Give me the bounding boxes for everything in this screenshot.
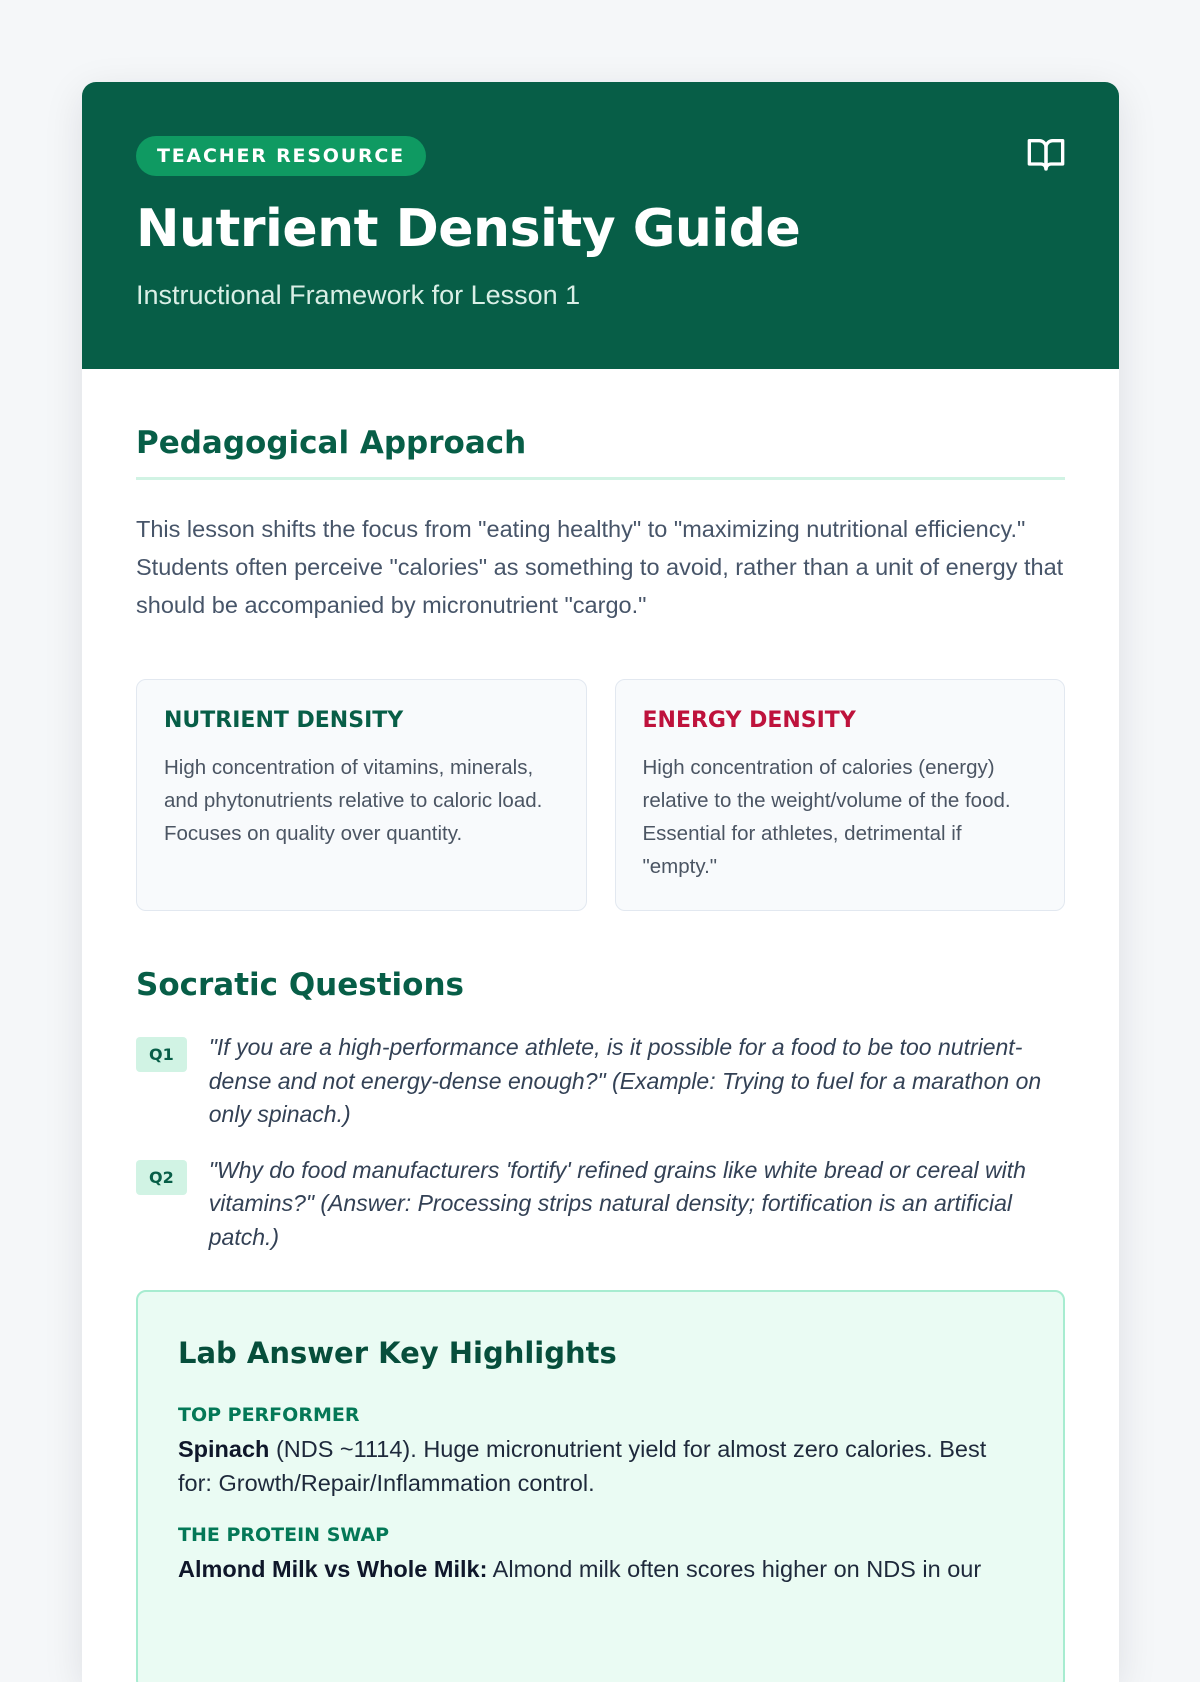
nutrient-density-card bbox=[136, 679, 587, 911]
question-text: "If you are a high-performance athlete, is it possible for a food to be too nutrient-dense and not energy-dense enough?" (Example: Trying to fuel for a marathon on only spinach.) bbox=[208, 1034, 1042, 1127]
page-subtitle: Instructional Framework for Lesson 1 bbox=[136, 279, 581, 310]
top-performer-lead: Spinach bbox=[178, 1436, 270, 1462]
protein-swap-detail: Almond milk often scores higher on NDS in our bbox=[487, 1556, 982, 1582]
definition-grid bbox=[136, 679, 1065, 911]
socratic-question-list bbox=[136, 1031, 1065, 1254]
book-open-icon[interactable] bbox=[1025, 134, 1067, 174]
page-title: Nutrient Density Guide bbox=[136, 199, 801, 259]
question-item bbox=[136, 1031, 1065, 1132]
question-item bbox=[136, 1154, 1065, 1255]
guide-content bbox=[82, 425, 1119, 1682]
protein-swap-text bbox=[178, 1552, 1023, 1586]
protein-swap-lead: Almond Milk vs Whole Milk: bbox=[178, 1556, 488, 1582]
top-performer-text bbox=[178, 1432, 1023, 1500]
protein-swap-label: THE PROTEIN SWAP bbox=[178, 1524, 390, 1546]
question-badge: Q2 bbox=[136, 1160, 187, 1195]
question-text: "Why do food manufacturers 'fortify' refined grains like white bread or cereal with vitamins?" (Answer: Processing strips natural density; fortification is an artificial patch.) bbox=[208, 1156, 1026, 1250]
energy-density-text: High concentration of calories (energy) relative to the weight/volume of the food. Essential for athletes, detrimental if "empty." bbox=[642, 756, 1011, 878]
top-performer-detail: (NDS ~1114). Huge micronutrient yield for almost zero calories. Best for: Growth/Repair/Inflammation control. bbox=[178, 1436, 987, 1496]
pedagogy-heading: Pedagogical Approach bbox=[136, 425, 1065, 480]
nutrient-density-title: NUTRIENT DENSITY bbox=[164, 708, 404, 733]
energy-density-card bbox=[615, 679, 1066, 911]
guide-header bbox=[82, 82, 1119, 369]
top-performer-label: TOP PERFORMER bbox=[178, 1404, 360, 1426]
energy-density-title: ENERGY DENSITY bbox=[642, 708, 856, 733]
question-badge: Q1 bbox=[136, 1037, 187, 1072]
answer-key-title: Lab Answer Key Highlights bbox=[178, 1336, 617, 1370]
teacher-resource-badge: TEACHER RESOURCE bbox=[136, 136, 426, 176]
nutrient-density-text: High concentration of vitamins, minerals, and phytonutrients relative to caloric load. Focuses on quality over quantity. bbox=[164, 756, 543, 845]
pedagogy-intro: This lesson shifts the focus from "eating healthy" to "maximizing nutritional efficiency." Students often perceive "calories" as something to avoid, rather than a unit of energy that should be accompanied by micronutrient "cargo." bbox=[136, 516, 1064, 618]
socratic-heading: Socratic Questions bbox=[136, 967, 464, 1003]
lab-answer-key bbox=[136, 1290, 1065, 1682]
guide-card bbox=[82, 82, 1119, 1682]
